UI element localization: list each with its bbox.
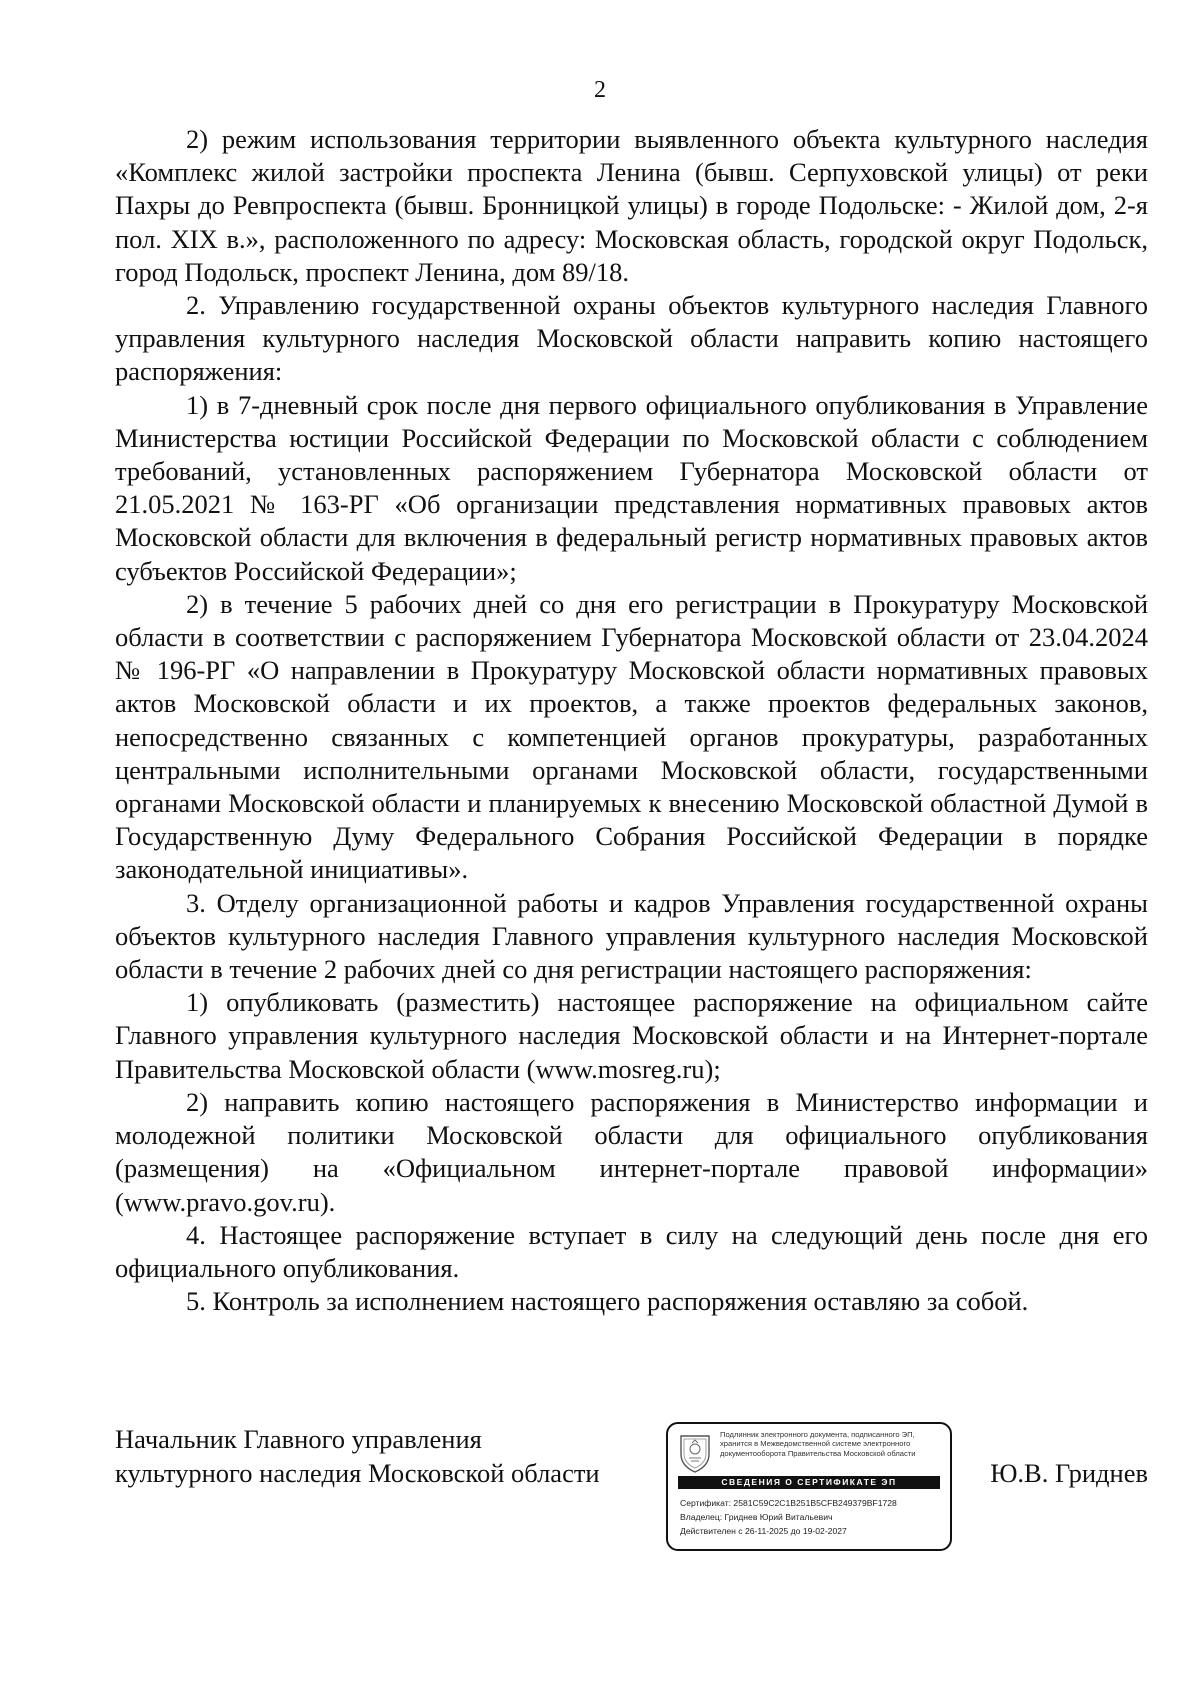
stamp-owner: Владелец: Гриднев Юрий Витальевич	[680, 1512, 833, 1522]
paragraph-point-3-sub-1: 1) опубликовать (разместить) настоящее распоряжение на официальном сайте Главного управления культурного наследия Московской области и на Интернет-портале Правительства Московской области (www.mosreg.ru);	[115, 987, 1148, 1084]
signer-title-line-1: Начальник Главного управления	[115, 1424, 482, 1454]
stamp-validity: Действителен с 26-11-2025 до 19-02-2027	[680, 1526, 847, 1536]
stamp-certificate: Сертификат: 2581C59C2C1B251B5CFB249379BF1728	[680, 1498, 897, 1508]
stamp-note-line-2: хранится в Межведомственной системе электронного	[720, 1439, 911, 1449]
page-number: 2	[594, 77, 606, 103]
signature-block	[115, 1422, 1148, 1572]
paragraph-point-2-sub-1: 1) в 7-дневный срок после дня первого официального опубликования в Управление Министерства юстиции Российской Федерации по Московской области с соблюдением требований, установленных распоряжением Губернатора Московской области от 21.05.2021 № 163-РГ «Об организации представления нормативных правовых актов Московской области для включения в федеральный регистр нормативных правовых актов субъектов Российской Федерации»;	[115, 389, 1148, 586]
paragraph-point-3-sub-2: 2) направить копию настоящего распоряжения в Министерство информации и молодежной политики Московской области для официального опубликования (размещения) на «Официальном интернет-портале правовой информации» (www.pravo.gov.ru).	[115, 1086, 1148, 1217]
stamp-note	[720, 1430, 942, 1458]
document-body	[115, 123, 1148, 1318]
stamp-details	[680, 1496, 942, 1538]
paragraph-point-2: 2. Управлению государственной охраны объектов культурного наследия Главного управления культурного наследия Московской области направить копию настоящего распоряжения:	[115, 290, 1148, 387]
paragraph-point-5: 5. Контроль за исполнением настоящего распоряжения оставляю за собой.	[186, 1286, 1029, 1317]
paragraph-regime-item-2: 2) режим использования территории выявленного объекта культурного наследия «Комплекс жилой застройки проспекта Ленина (бывш. Серпуховской улицы) от реки Пахры до Ревпроспекта (бывш. Бронницкой улицы) в городе Подольске: - Жилой дом, 2-я пол. XIX в.», расположенного по адресу: Московская область, городской округ Подольск, город Подольск, проспект Ленина, дом 89/18.	[115, 124, 1148, 287]
coat-of-arms-icon	[678, 1432, 712, 1474]
paragraph-point-4: 4. Настоящее распоряжение вступает в силу на следующий день после дня его официального опубликования.	[115, 1219, 1148, 1283]
paragraph-point-3: 3. Отделу организационной работы и кадров Управления государственной охраны объектов культурного наследия Главного управления культурного наследия Московской области в течение 2 рабочих дней со дня регистрации настоящего распоряжения:	[115, 887, 1148, 985]
stamp-note-line-1: Подлинник электронного документа, подписанного ЭП,	[720, 1430, 915, 1439]
stamp-note-line-3: документооборота Правительства Московской области	[720, 1448, 916, 1458]
signer-name: Ю.В. Гриднев	[990, 1458, 1148, 1488]
stamp-header: СВЕДЕНИЯ О СЕРТИФИКАТЕ ЭП	[678, 1476, 940, 1489]
signer-title-line-2: культурного наследия Московской области	[115, 1458, 600, 1488]
signer-title	[115, 1422, 600, 1490]
paragraph-point-2-sub-2: 2) в течение 5 рабочих дней со дня его регистрации в Прокуратуру Московской области в соответствии с распоряжением Губернатора Московской области от 23.04.2024 № 196-РГ «О направлении в Прокуратуру Московской области нормативных правовых актов Московской области и их проектов, а также проектов федеральных законов, непосредственно связанных с компетенцией органов прокуратуры, разработанных центральными исполнительными органами Московской области, государственными органами Московской области и планируемых к внесению Московской областной Думой в Государственную Думу Федерального Собрания Российской Федерации в порядке законодательной инициативы».	[115, 588, 1148, 885]
electronic-signature-stamp	[666, 1422, 952, 1551]
